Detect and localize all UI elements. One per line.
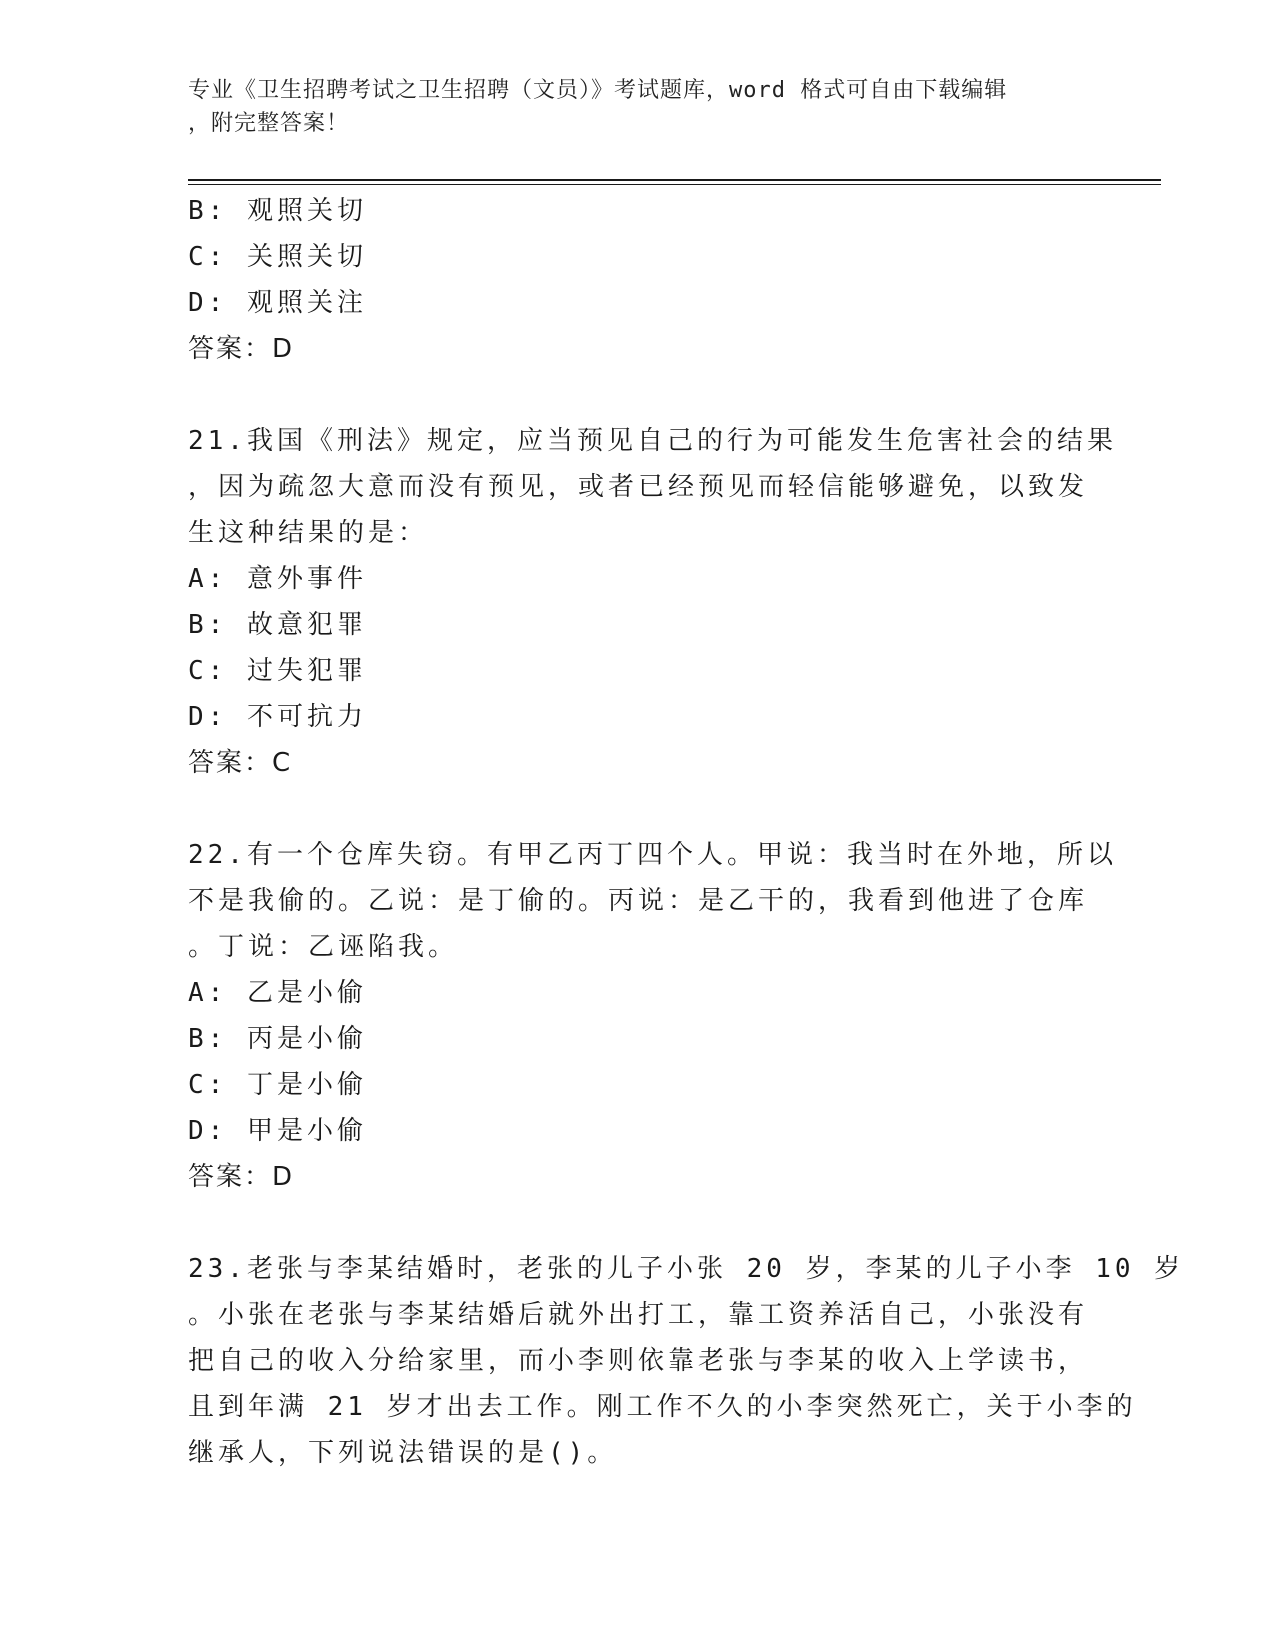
option-d: D: 甲是小偷 <box>188 1116 367 1146</box>
question-text-line: 继承人，下列说法错误的是()。 <box>188 1438 618 1468</box>
header-rule-thin <box>188 184 1161 185</box>
answer: 答案：D <box>188 1162 295 1192</box>
question-text-line: 21.我国《刑法》规定，应当预见自己的行为可能发生危害社会的结果 <box>188 426 1117 456</box>
answer: 答案：C <box>188 748 293 778</box>
question-22 <box>188 832 1117 1200</box>
question-prev-options <box>188 188 1088 372</box>
question-text-line: 把自己的收入分给家里，而小李则依靠老张与李某的收入上学读书， <box>188 1346 1089 1376</box>
question-text-line: 22.有一个仓库失窃。有甲乙丙丁四个人。甲说：我当时在外地，所以 <box>188 840 1117 870</box>
option-c: C: 过失犯罪 <box>188 656 367 686</box>
question-21 <box>188 418 1117 786</box>
header-line-1: 专业《卫生招聘考试之卫生招聘（文员）》考试题库，word 格式可自由下载编辑 <box>188 78 1008 103</box>
question-text-line: 生这种结果的是： <box>188 518 429 548</box>
option-d: D: 不可抗力 <box>188 702 367 732</box>
header-rule-thick <box>188 179 1161 181</box>
question-text-line: 不是我偷的。乙说：是丁偷的。丙说：是乙干的，我看到他进了仓库 <box>188 886 1089 916</box>
question-text-line: 23.老张与李某结婚时，老张的儿子小张 20 岁，李某的儿子小李 10 岁 <box>188 1254 1185 1284</box>
option-c: C: 关照关切 <box>188 242 367 272</box>
question-text-line: 。丁说：乙诬陷我。 <box>188 932 459 962</box>
question-text-line: 。小张在老张与李某结婚后就外出打工，靠工资养活自己，小张没有 <box>188 1300 1089 1330</box>
option-a: A: 乙是小偷 <box>188 978 367 1008</box>
question-23 <box>188 1246 1185 1476</box>
spacer <box>188 372 1088 418</box>
option-d: D: 观照关注 <box>188 288 367 318</box>
question-text-line: 且到年满 21 岁才出去工作。刚工作不久的小李突然死亡，关于小李的 <box>188 1392 1137 1422</box>
question-body <box>188 188 1185 1476</box>
page-header <box>188 74 1088 140</box>
spacer <box>188 786 1088 832</box>
option-b: B: 观照关切 <box>188 196 367 226</box>
option-b: B: 丙是小偷 <box>188 1024 367 1054</box>
answer: 答案：D <box>188 334 295 364</box>
option-b: B: 故意犯罪 <box>188 610 367 640</box>
option-a: A: 意外事件 <box>188 564 367 594</box>
option-c: C: 丁是小偷 <box>188 1070 367 1100</box>
header-line-2: ，附完整答案！ <box>188 111 350 136</box>
question-text-line: ，因为疏忽大意而没有预见，或者已经预见而轻信能够避免，以致发 <box>188 472 1089 502</box>
spacer <box>188 1200 1088 1246</box>
